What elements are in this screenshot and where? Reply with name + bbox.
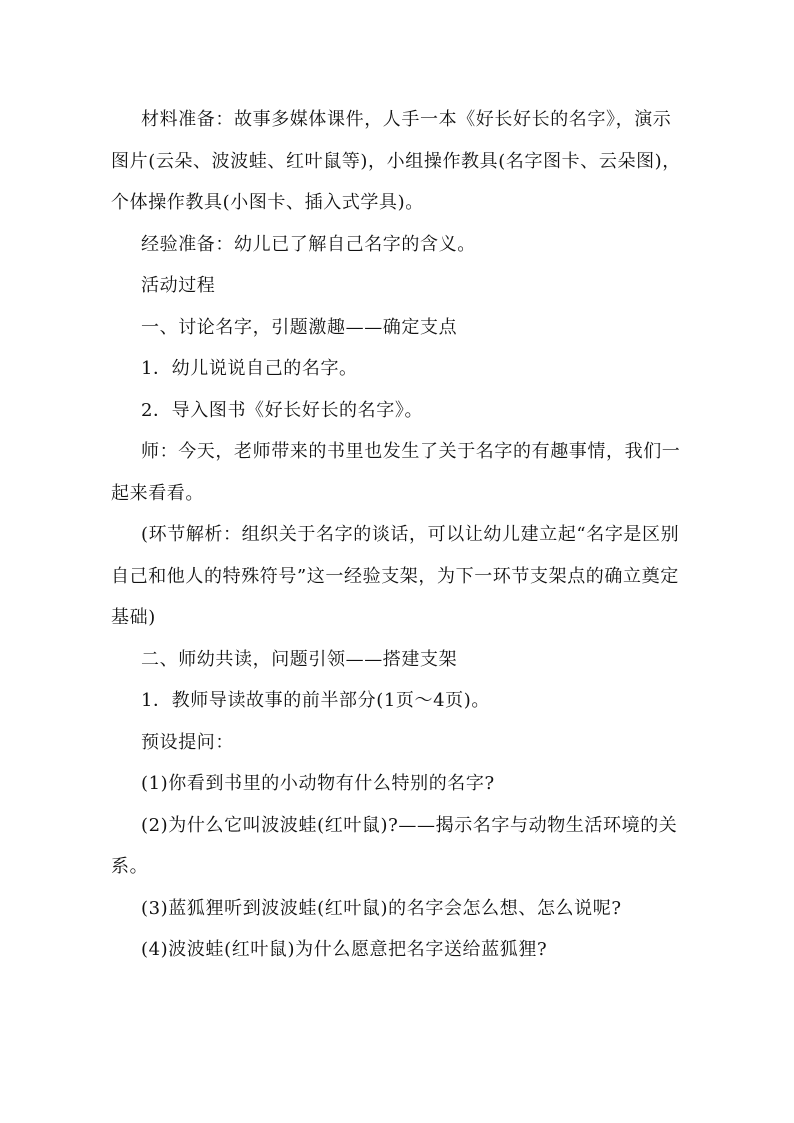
section-heading-two: 二、师幼共读，问题引领——搭建支架 <box>141 648 458 670</box>
paragraph-analysis: (环节解析：组织关于名字的谈话，可以让幼儿建立起“名字是区别自己和他人的特殊符号”这一经验支架，为下一环节支架点的确立奠定基础) <box>111 524 680 628</box>
question-2: (2)为什么它叫波波蛙(红叶鼠)?——揭示名字与动物生活环境的关系。 <box>111 814 678 877</box>
question-3: (3)蓝狐狸听到波波蛙(红叶鼠)的名字会怎么想、怎么说呢? <box>141 897 622 919</box>
question-4: (4)波波蛙(红叶鼠)为什么愿意把名字送给蓝狐狸? <box>141 939 548 960</box>
question-1: (1)你看到书里的小动物有什么特别的名字? <box>141 773 495 794</box>
section-heading-one: 一、讨论名字，引题激趣——确定支点 <box>141 316 458 338</box>
paragraph-experience: 经验准备：幼儿已了解自己名字的含义。 <box>141 233 476 255</box>
list-item-2: 2．导入图书《好长好长的名字》。 <box>141 399 424 421</box>
paragraph-materials: 材料准备：故事多媒体课件，人手一本《好长好长的名字》，演示图片(云朵、波波蛙、红叶鼠等)，小组操作教具(名字图卡、云朵图)，个体操作教具(小图卡、插入式学具)。 <box>111 109 681 213</box>
list-item-1: 1．幼儿说说自己的名字。 <box>141 358 358 379</box>
list-item-guided-reading: 1．教师导读故事的前半部分(1页～4页)。 <box>141 690 490 711</box>
paragraph-teacher: 师：今天，老师带来的书里也发生了关于名字的有趣事情，我们一起来看看。 <box>111 441 681 504</box>
document-body <box>111 99 686 971</box>
paragraph-preset-questions: 预设提问： <box>141 731 234 753</box>
section-heading-process: 活动过程 <box>141 275 216 296</box>
